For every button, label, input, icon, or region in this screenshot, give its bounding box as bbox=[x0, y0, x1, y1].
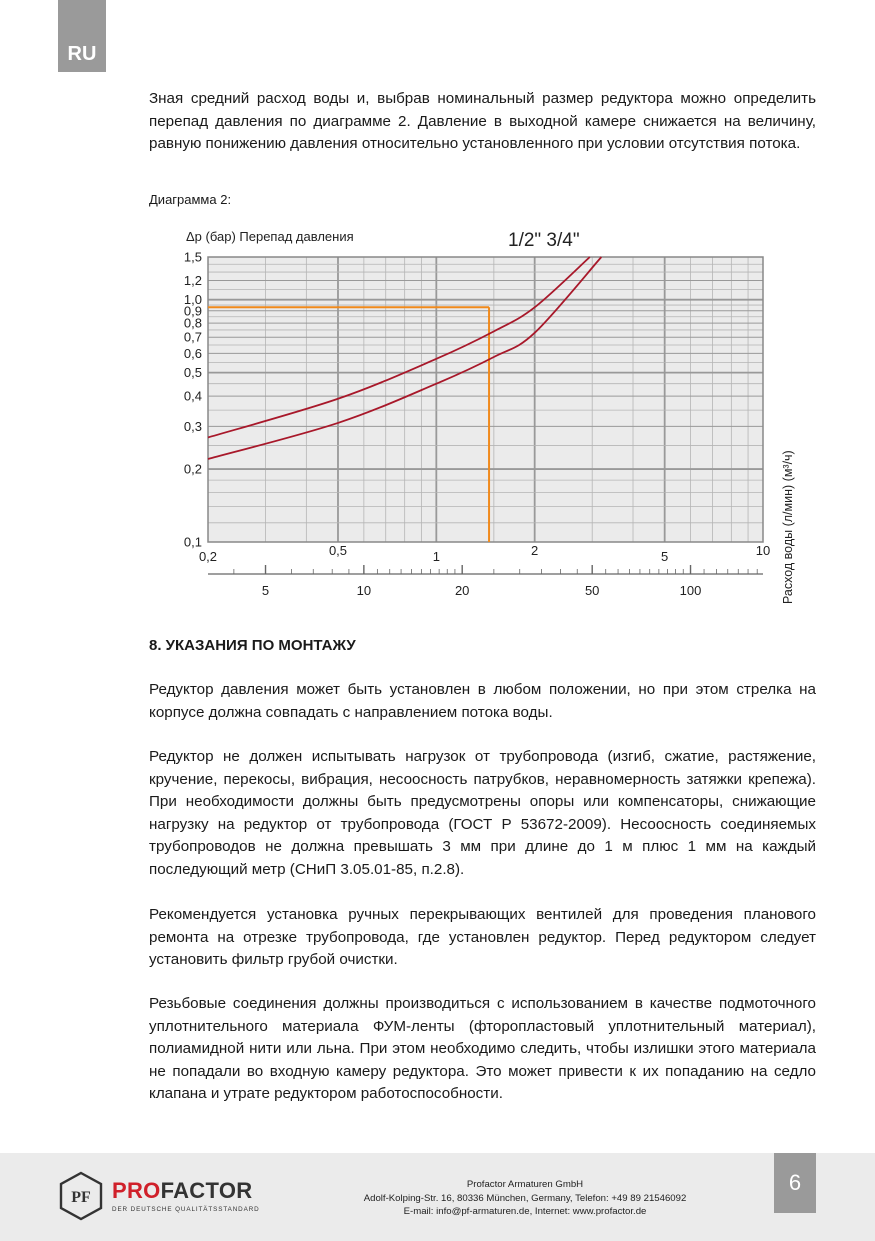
mounting-paragraph-4: Резьбовые соединения должны производиться с использованием в качестве подмоточного уплотнительного материала ФУМ-ленты (фторопластовый уплотнительный материал), полиамидной нити или льна. При этом необходимо следить, чтобы излишки этого материала не попадали во входную камеру редуктора. Это может привести к их попаданию на седло клапана и утрате редуктором работоспособности. bbox=[149, 995, 816, 1102]
y-tick-label: 0,8 bbox=[183, 315, 202, 331]
y-tick-label: 0,6 bbox=[183, 345, 202, 361]
company-contact: E-mail: info@pf-armaturen.de, Internet: www.profactor.de bbox=[403, 1206, 647, 1217]
y-axis-label: Δp (бар) Перепад давления bbox=[186, 229, 354, 244]
y-tick-label: 0,2 bbox=[183, 461, 202, 477]
svg-text:PF: PF bbox=[71, 1189, 91, 1206]
x-tick-label-m3h: 2 bbox=[531, 543, 539, 558]
page-number: 6 bbox=[774, 1153, 816, 1213]
mounting-paragraph-1: Редуктор давления может быть установлен в любом положении, но при этом стрелка на корпусе должна совпадать с направлением потока воды. bbox=[149, 681, 816, 721]
x-tick-label-m3h: 0,2 bbox=[198, 549, 218, 564]
section-title: 8. УКАЗАНИЯ ПО МОНТАЖУ bbox=[149, 637, 356, 654]
company-info bbox=[340, 1178, 710, 1219]
mounting-paragraph-3: Рекомендуется установка ручных перекрывающих вентилей для проведения планового ремонта на отрезке трубопровода, где установлен редуктор. Перед редуктором следует установить фильтр грубой очистки. bbox=[149, 906, 816, 968]
intro-paragraph: Зная средний расход воды и, выбрав номинальный размер редуктора можно определить перепад давления по диаграмме 2. Давление в выходной камере снижается на величину, равную понижению давления относительно установленного при условии отсутствия потока. bbox=[149, 90, 816, 152]
x-tick-label-lmin: 100 bbox=[679, 583, 702, 598]
x-tick-label-lmin: 20 bbox=[454, 583, 470, 598]
y-tick-label: 0,9 bbox=[183, 303, 202, 319]
y-tick-label: 1,2 bbox=[183, 272, 202, 288]
y-tick-label: 1,0 bbox=[183, 292, 202, 308]
x-tick-label-m3h: 0,5 bbox=[328, 543, 348, 558]
x-axis-label: Расход воды (л/мин) (м³/ч) bbox=[781, 450, 795, 604]
series-label: 1/2" 3/4" bbox=[508, 230, 580, 251]
y-tick-label: 0,7 bbox=[183, 329, 202, 345]
y-tick-label: 1,5 bbox=[183, 249, 202, 265]
y-tick-label: 0,1 bbox=[183, 534, 202, 550]
mounting-paragraph-2: Редуктор не должен испытывать нагрузок от трубопровода (изгиб, сжатие, растяжение, кручение, перекосы, вибрация, несоосность патрубков, неравномерность затяжки крепежа). При необходимости должны быть предусмотрены опоры или компенсаторы, снижающие нагрузку на редуктор от трубопровода (ГОСТ Р 53672-2009). Несоосность соединяемых трубопроводов не должна превышать 3 мм при длине до 1 м плюс 1 мм на каждый последующий метр (СНиП 3.05.01-85, п.2.8). bbox=[149, 748, 816, 878]
y-tick-label: 0,3 bbox=[183, 418, 202, 434]
y-tick-label: 0,4 bbox=[183, 388, 202, 404]
brand-tagline: DER DEUTSCHE QUALITÄTSSTANDARD bbox=[112, 1206, 260, 1213]
diagram-caption: Диаграмма 2: bbox=[149, 192, 232, 207]
profactor-logo bbox=[58, 1171, 288, 1221]
x-tick-label-lmin: 5 bbox=[261, 583, 270, 598]
pressure-drop-chart bbox=[140, 222, 820, 614]
x-tick-label-m3h: 10 bbox=[755, 543, 771, 558]
company-name: Profactor Armaturen GmbH bbox=[466, 1179, 584, 1190]
y-tick-label: 0,5 bbox=[183, 365, 202, 381]
x-tick-label-lmin: 10 bbox=[356, 583, 372, 598]
x-tick-label-m3h: 5 bbox=[661, 549, 669, 564]
brand-name: PROFACTOR bbox=[112, 1178, 253, 1203]
hexagon-logo-icon bbox=[58, 1171, 104, 1221]
company-address: Adolf-Kolping-Str. 16, 80336 München, Germany, Telefon: +49 89 21546092 bbox=[363, 1192, 687, 1204]
x-tick-label-lmin: 50 bbox=[584, 583, 600, 598]
x-tick-label-m3h: 1 bbox=[432, 549, 440, 564]
language-tab: RU bbox=[58, 0, 106, 72]
